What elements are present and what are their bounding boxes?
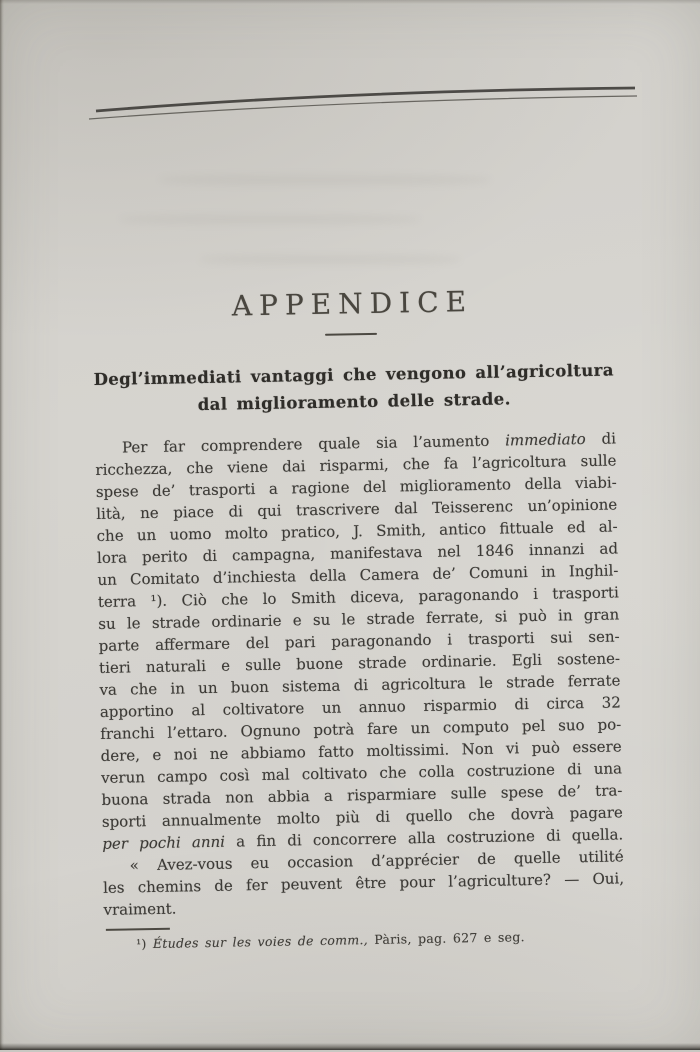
body-line: sporti annualmente molto più di quello che dovrà pagare xyxy=(101,803,623,831)
section-heading xyxy=(64,356,645,421)
body-line: « Avez-vous eu occasion d’apprécier de quelle utilité xyxy=(129,847,624,875)
footnote-rule xyxy=(106,928,170,931)
body-line: per pochi anni a fin di concorrere alla costruzione di quella. xyxy=(102,825,624,853)
body-text xyxy=(95,427,625,920)
body-line: lora perito di campagna, manifestava nel 1846 innanzi ad xyxy=(96,539,619,567)
body-line: franchi l’ettaro. Ognuno potrà fare un computo pel suo po- xyxy=(100,715,622,743)
section-heading-line2: dal miglioramento delle strade. xyxy=(197,389,511,415)
body-line: buona strada non abbia a risparmiare sulle spese de’ tra- xyxy=(101,781,623,809)
title-underline-rule xyxy=(325,333,377,336)
body-line: lità, ne piace di qui trascrivere dal Teisserenc un’opinione xyxy=(96,495,618,523)
body-line: su le strade ordinarie e su le strade ferrate, si può in gran xyxy=(98,605,620,633)
body-line: parte affermare del pari paragonando i trasporti sui sen- xyxy=(98,627,620,655)
body-line: tieri naturali e sulle buone strade ordinarie. Egli sostene- xyxy=(98,649,621,677)
footnote: ¹) Études sur les voies de comm., Pàris, pag. 627 e seg. xyxy=(136,929,526,952)
photo-bottom-edge xyxy=(0,1043,700,1050)
body-line: verun campo così mal coltivato che colla costruzione di una xyxy=(100,759,623,787)
section-heading-line1: Degl’immediati vantaggi che vengono all’agricoltura xyxy=(93,360,615,390)
body-line: terra ¹). Ciò che lo Smith diceva, paragonando i trasporti xyxy=(97,583,619,611)
body-line: apportino al coltivatore un annuo risparmio di circa 32 xyxy=(99,693,621,721)
page-title: APPENDICE xyxy=(231,285,474,323)
body-line: les chemins de fer peuvent être pour l’agriculture? — Oui, xyxy=(102,869,625,897)
body-line: Per far comprendere quale sia l’aumento immediato di xyxy=(121,429,617,457)
body-line: ricchezza, che viene dai risparmi, che fa l’agricoltura sulle xyxy=(95,451,617,479)
body-line: vraiment. xyxy=(103,899,177,919)
body-line: dere, e noi ne abbiamo fatto moltissimi. Non vi può essere xyxy=(100,737,622,765)
body-line: va che in un buon sistema di agricoltura le strade ferrate xyxy=(99,671,621,699)
body-line: che un uomo molto pratico, J. Smith, antico fittuale ed al- xyxy=(96,517,618,545)
photo-left-edge xyxy=(0,0,4,1050)
body-line: un Comitato d’inchiesta della Camera de’ Comuni in Inghil- xyxy=(97,561,619,589)
body-line: spese de’ trasporti a ragione del miglioramento della viabi- xyxy=(95,473,617,501)
photo-top-edge xyxy=(0,0,700,4)
